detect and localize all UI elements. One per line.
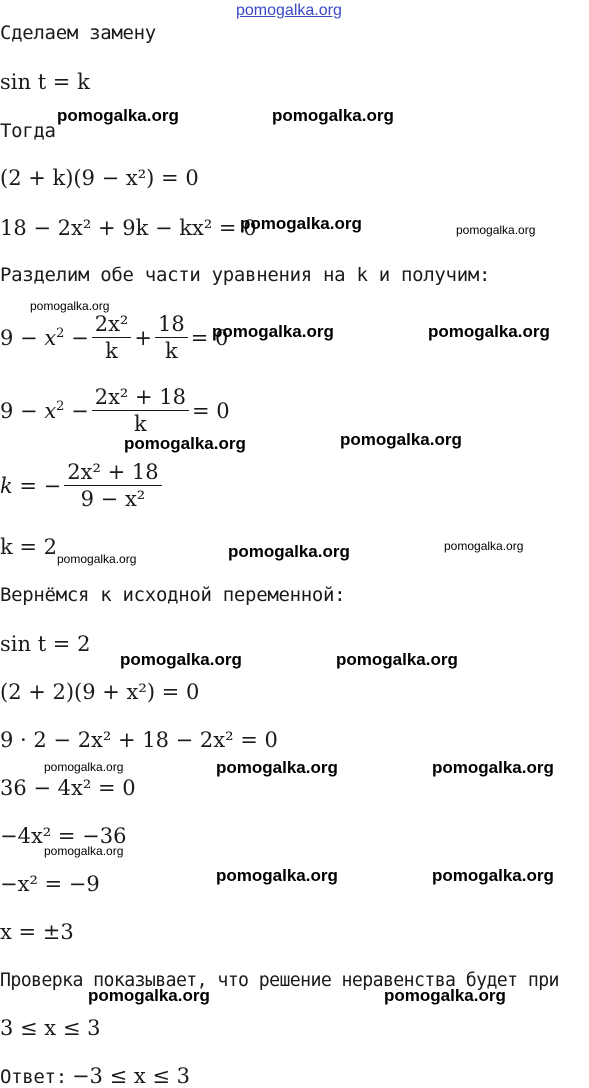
watermark[interactable]: pomogalka.org <box>456 223 536 237</box>
fraction-denominator: k <box>105 339 118 363</box>
return-text: Вернёмся к исходной переменной: <box>0 584 346 606</box>
watermark[interactable]: pomogalka.org <box>240 214 362 233</box>
fraction-2x2-over-k <box>92 312 132 363</box>
fraction-numerator: 2x² <box>92 312 132 338</box>
fraction-18-over-k <box>155 312 188 363</box>
watermark[interactable]: pomogalka.org <box>30 299 110 313</box>
fraction-denominator: k <box>134 412 147 436</box>
watermark[interactable]: pomogalka.org <box>44 760 124 774</box>
fraction-numerator: 18 <box>155 312 188 338</box>
watermark[interactable]: pomogalka.org <box>228 542 350 561</box>
watermark[interactable]: pomogalka.org <box>340 430 462 449</box>
watermark[interactable]: pomogalka.org <box>432 758 554 777</box>
watermark[interactable]: pomogalka.org <box>336 650 458 669</box>
watermark[interactable]: pomogalka.org <box>124 434 246 453</box>
watermark[interactable]: pomogalka.org <box>88 986 210 1005</box>
fraction-numerator: 2x² + 18 <box>64 460 161 486</box>
equation-1: (2 + k)(9 − x²) = 0 <box>0 166 199 190</box>
watermark[interactable]: pomogalka.org <box>272 106 394 125</box>
watermark-top[interactable]: pomogalka.org <box>236 2 342 19</box>
watermark[interactable]: pomogalka.org <box>57 106 179 125</box>
watermark[interactable]: pomogalka.org <box>216 758 338 777</box>
watermark[interactable]: pomogalka.org <box>44 844 124 858</box>
equation-fraction-3: k = − $\frac{\text{2x² + 18}}{\text{9 − x²}}$ <box>0 460 165 511</box>
watermark[interactable]: pomogalka.org <box>428 322 550 341</box>
intro-text: Сделаем замену <box>0 22 156 44</box>
equation-fraction-2: $9 - x^2$ − $\frac{\text{2x² + 18}}{k}$ = 0 <box>0 385 230 436</box>
sin-line: sin t = 2 <box>0 632 91 656</box>
k-value: k = 2 <box>0 535 58 559</box>
watermark[interactable]: pomogalka.org <box>432 866 554 885</box>
then-text: Тогда <box>0 120 56 142</box>
substitution-line: sin t = k <box>0 70 90 94</box>
fraction-numerator: 2x² + 18 <box>92 385 189 411</box>
watermark[interactable]: pomogalka.org <box>216 866 338 885</box>
watermark[interactable]: pomogalka.org <box>444 539 524 553</box>
equation-3: (2 + 2)(9 + x²) = 0 <box>0 680 200 704</box>
watermark[interactable]: pomogalka.org <box>212 322 334 341</box>
inequality-line: 3 ≤ x ≤ 3 <box>0 1016 101 1040</box>
divide-text: Разделим обе части уравнения на k и получим: <box>0 264 491 286</box>
answer-line <box>0 1064 190 1088</box>
equation-5: 36 − 4x² = 0 <box>0 776 136 800</box>
fraction-denominator: k <box>164 339 178 363</box>
equation-2: 18 − 2x² + 9k − kx² = 0 <box>0 216 257 240</box>
answer-value: −3 ≤ x ≤ 3 <box>71 1064 190 1088</box>
watermark[interactable]: pomogalka.org <box>57 552 137 566</box>
fraction-sum-over-k <box>92 385 189 436</box>
answer-label: Ответ: <box>0 1066 67 1088</box>
fraction-k-expression <box>64 460 161 511</box>
watermark[interactable]: pomogalka.org <box>384 986 506 1005</box>
equation-fraction-1: $9 - x^2$ − $\frac{\text{2x²}}{k}$ + $\frac{18}{k}$ = 0 <box>0 312 229 363</box>
equation-7: −x² = −9 <box>0 872 100 896</box>
equation-6: −4x² = −36 <box>0 824 127 848</box>
equation-4: 9 · 2 − 2x² + 18 − 2x² = 0 <box>0 728 278 752</box>
watermark[interactable]: pomogalka.org <box>120 650 242 669</box>
check-text: Проверка показывает, что решение неравенства будет при <box>0 970 559 991</box>
fraction-denominator: 9 − x² <box>80 487 146 511</box>
equation-8: x = ±3 <box>0 920 74 944</box>
